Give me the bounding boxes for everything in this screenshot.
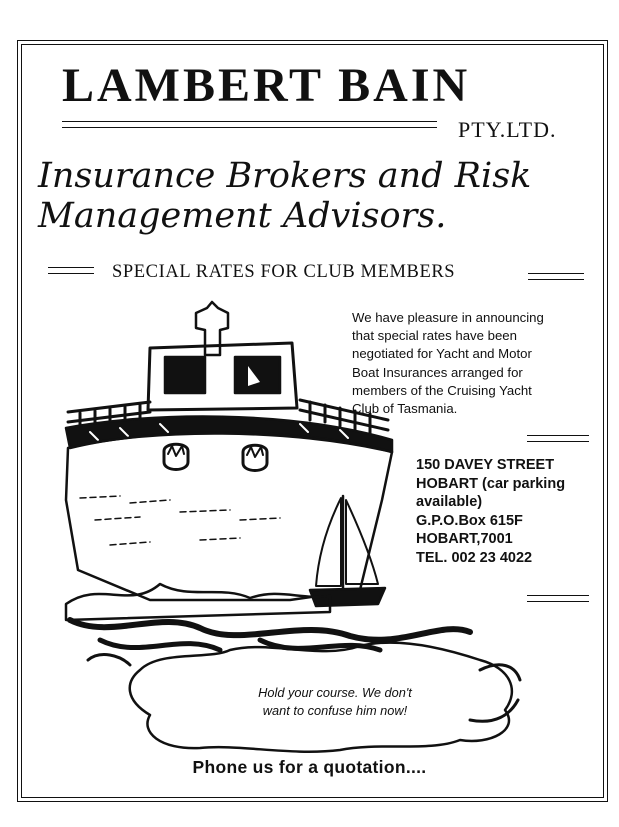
illustration-caption xyxy=(215,684,455,720)
waves-foreground xyxy=(66,584,330,620)
announcement-line: Club of Tasmania. xyxy=(352,401,458,417)
tagline-line-2: Management Advisors. xyxy=(38,196,447,236)
caption-line-2: want to confuse him now! xyxy=(262,703,408,718)
special-rates-banner: SPECIAL RATES FOR CLUB MEMBERS xyxy=(112,262,456,282)
announcement-line: negotiated for Yacht and Motor xyxy=(352,346,532,362)
address-line: available) xyxy=(416,494,483,510)
yacht xyxy=(310,496,385,606)
ship-bridge-window-right xyxy=(235,357,280,393)
address-line: G.P.O.Box 615F xyxy=(416,512,523,529)
address-line: TEL. 002 23 4022 xyxy=(416,549,533,566)
address-line: HOBART,7001 xyxy=(416,531,513,547)
company-name: LAMBERT BAIN xyxy=(62,59,471,112)
address-line: HOBART (car parking xyxy=(416,475,566,492)
tagline-line-1: Insurance Brokers and Risk xyxy=(38,156,532,196)
caption-line-1: Hold your course. We don't xyxy=(258,685,412,700)
announcement-line: that special rates have been xyxy=(352,328,517,344)
address-line: 150 DAVEY STREET xyxy=(416,457,555,473)
announcement-line: We have pleasure in announcing xyxy=(352,310,544,325)
announcement-line: Boat Insurances arranged for xyxy=(352,364,523,380)
company-suffix: PTY.LTD. xyxy=(458,117,557,142)
ship-bridge-window-left xyxy=(165,357,205,393)
announcement-line: members of the Cruising Yacht xyxy=(352,382,532,398)
phone-call-to-action: Phone us for a quotation.... xyxy=(192,757,427,777)
